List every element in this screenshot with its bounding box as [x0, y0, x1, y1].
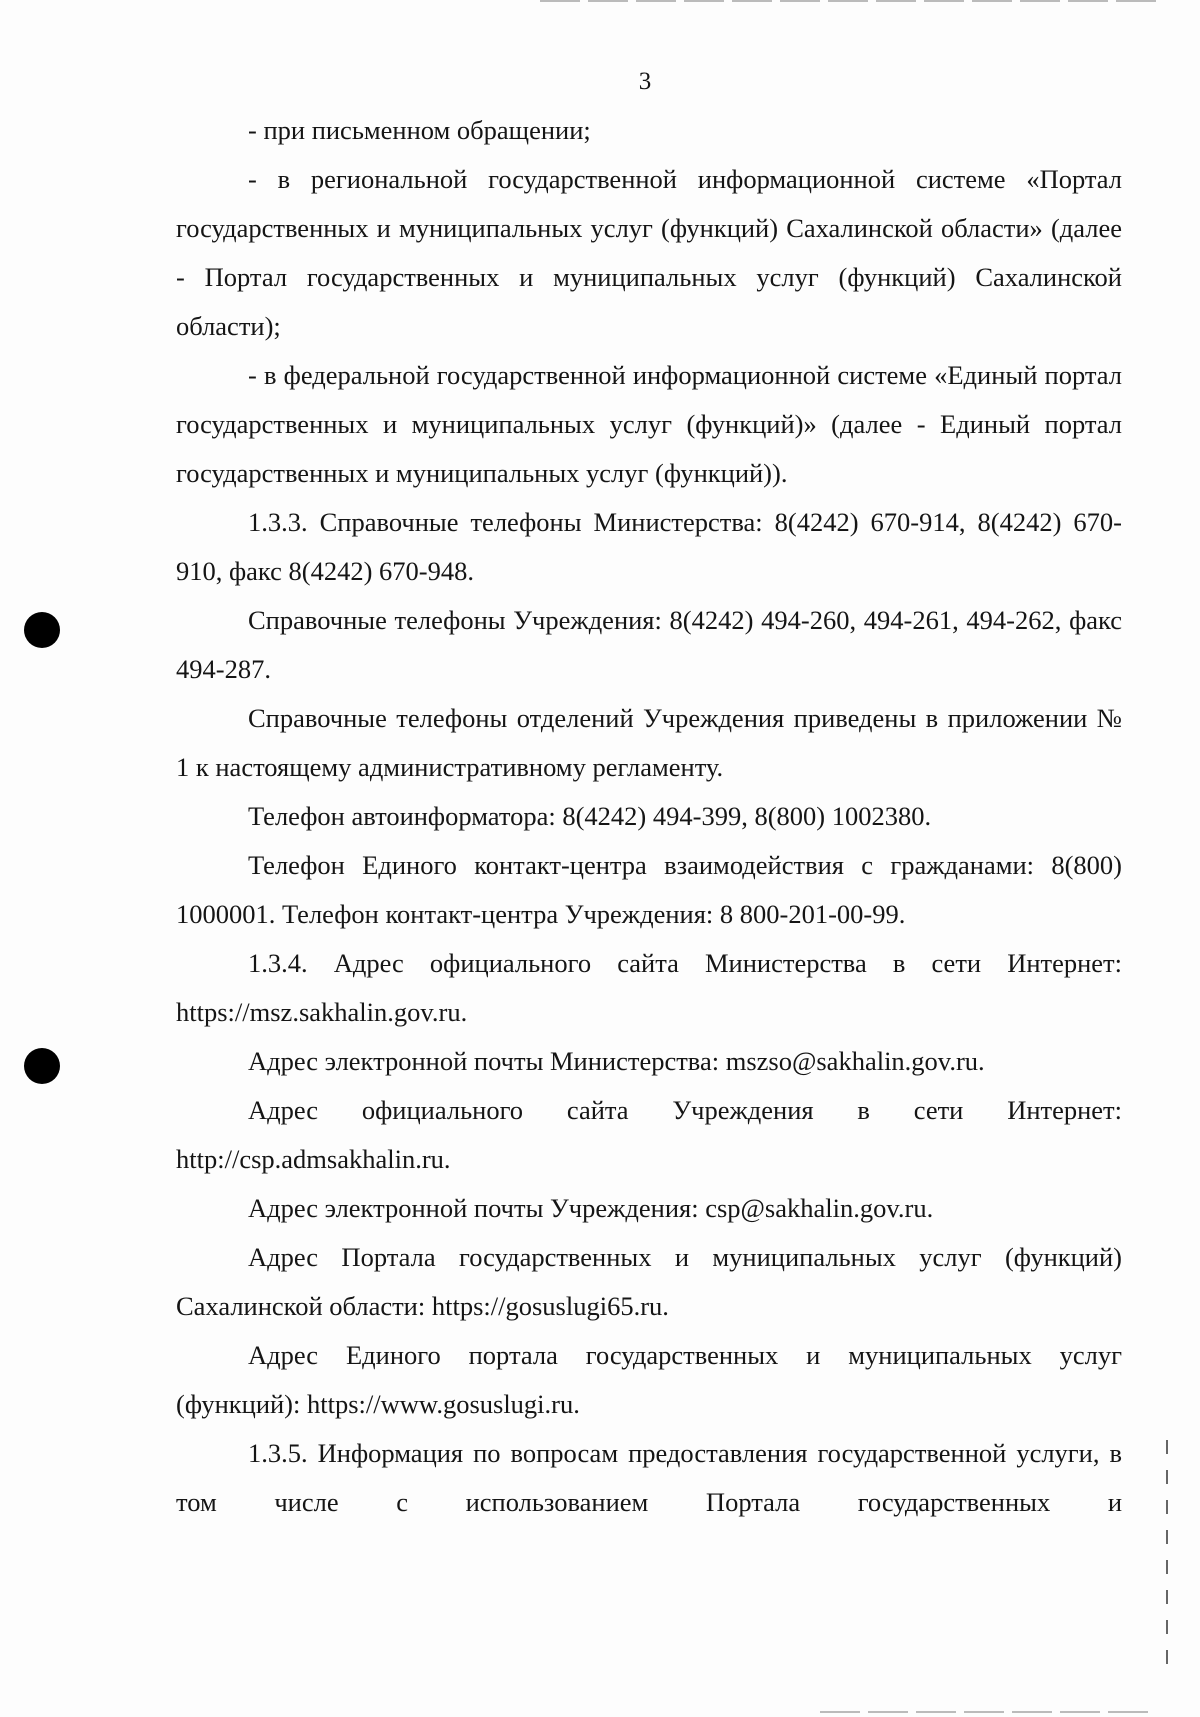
paragraph-institution-email: Адрес электронной почты Учреждения: csp@sakhalin.gov.ru. — [248, 1193, 934, 1223]
paragraph-autoinformer-phone: Телефон автоинформатора: 8(4242) 494-399, 8(800) 1002380. — [248, 801, 932, 831]
paragraph-institution-phones: Справочные телефоны Учреждения: 8(4242) 494-260, 494-261, 494-262, факс 494-287. — [176, 605, 1122, 684]
bottom-scan-edge — [820, 1711, 1150, 1713]
punch-hole-bottom — [24, 1048, 60, 1084]
paragraph-branch-phones: Справочные телефоны отделений Учреждения приведены в приложении № 1 к настоящему административному регламенту. — [176, 703, 1122, 782]
paragraph-federal-portal: - в федеральной государственной информационной системе «Единый портал государственных и муниципальных услуг (функций)» (далее - Единый портал государственных и муниципальных услуг (функций)). — [176, 360, 1122, 488]
paragraph-ministry-email: Адрес электронной почты Министерства: mszso@sakhalin.gov.ru. — [248, 1046, 985, 1076]
paragraph-federal-portal-address: Адрес Единого портала государственных и муниципальных услуг (функций): https://www.gosuslugi.ru. — [176, 1340, 1122, 1419]
paragraph-institution-website: Адрес официального сайта Учреждения в сети Интернет: http://csp.admsakhalin.ru. — [176, 1095, 1122, 1174]
paragraph-regional-portal-address: Адрес Портала государственных и муниципальных услуг (функций) Сахалинской области: https://gosuslugi65.ru. — [176, 1242, 1122, 1321]
top-scan-edge — [540, 0, 1160, 2]
punch-hole-top — [24, 612, 60, 648]
paragraph-service-information: 1.3.5. Информация по вопросам предоставления государственной услуги, в том числе с использованием Портала государственных и — [176, 1438, 1122, 1517]
paragraph-written-request: - при письменном обращении; — [248, 115, 591, 145]
paragraph-contact-center: Телефон Единого контакт-центра взаимодействия с гражданами: 8(800) 1000001. Телефон контакт-центра Учреждения: 8 800-201-00-99. — [176, 850, 1122, 929]
right-margin-dashes — [1166, 1440, 1168, 1680]
paragraph-ministry-phones: 1.3.3. Справочные телефоны Министерства: 8(4242) 670-914, 8(4242) 670-910, факс 8(4242) 670-948. — [176, 507, 1122, 586]
page-number: 3 — [638, 68, 652, 95]
paragraph-ministry-website: 1.3.4. Адрес официального сайта Министерства в сети Интернет: https://msz.sakhalin.gov.ru. — [176, 948, 1122, 1027]
paragraph-regional-portal: - в региональной государственной информационной системе «Портал государственных и муниципальных услуг (функций) Сахалинской области» (далее - Портал государственных и муниципальных услуг (функций) Сахалинской области); — [176, 164, 1122, 341]
document-body — [176, 106, 1122, 1527]
